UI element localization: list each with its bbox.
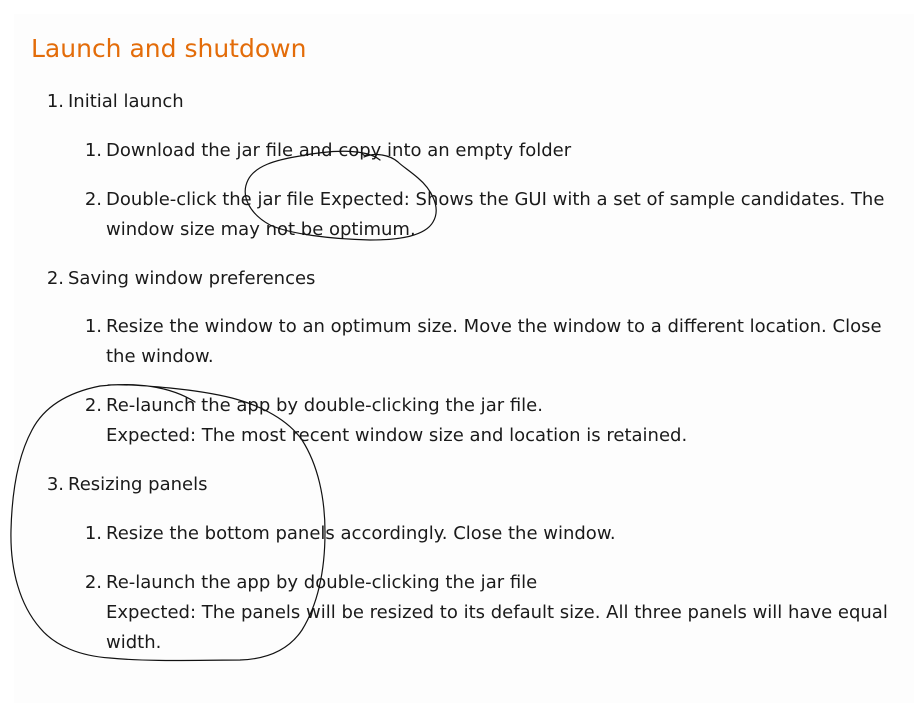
step-number: 1. [84,140,102,161]
step-text-continued: width. [106,632,162,653]
list-item-saving-window-preferences: Saving window preferences [68,268,316,289]
section-heading: Launch and shutdown [31,34,307,63]
step-number: 1. [84,523,102,544]
step-expected: Expected: The panels will be resized to its default size. All three panels will have equal [106,602,888,623]
step-number: 1. [84,316,102,337]
list-number: 1. [46,91,64,112]
list-number: 3. [46,474,64,495]
list-number: 2. [46,268,64,289]
list-item-initial-launch: Initial launch [68,91,184,112]
step-text: Resize the window to an optimum size. Move the window to a different location. Close [106,316,882,337]
step-number: 2. [84,572,102,593]
step-text-continued: the window. [106,346,214,367]
step-text-continued: window size may not be optimum. [106,219,416,240]
step-text: Re-launch the app by double-clicking the jar file. [106,395,543,416]
step-number: 2. [84,189,102,210]
step-expected: Expected: The most recent window size and location is retained. [106,425,688,446]
step-text: Download the jar file and copy into an empty folder [106,140,572,161]
step-text: Re-launch the app by double-clicking the jar file [106,572,538,593]
step-text: Double-click the jar file Expected: Shows the GUI with a set of sample candidates. The [106,189,885,210]
step-text: Resize the bottom panels accordingly. Close the window. [106,523,616,544]
list-item-resizing-panels: Resizing panels [68,474,208,495]
step-number: 2. [84,395,102,416]
